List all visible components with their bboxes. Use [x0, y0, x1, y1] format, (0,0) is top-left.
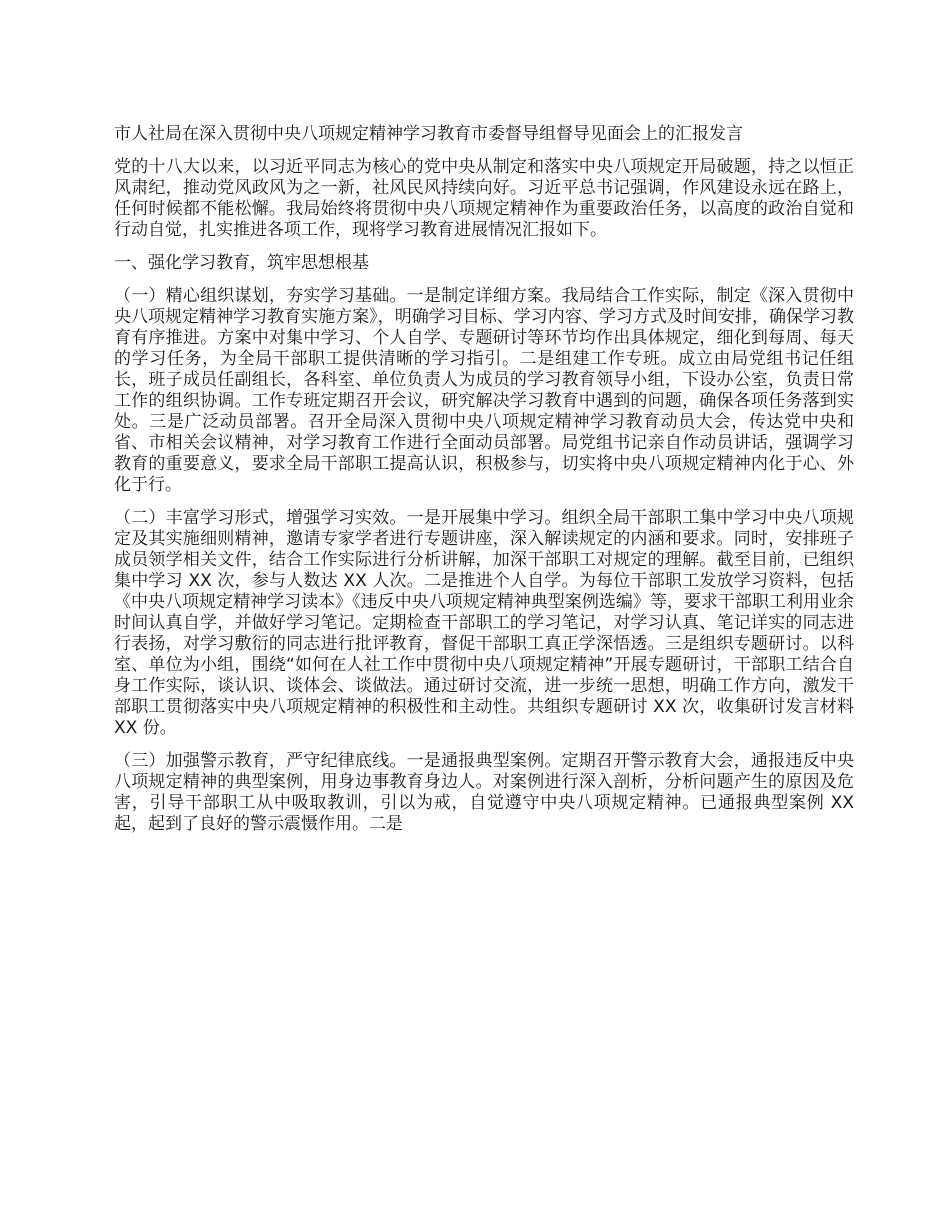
- paragraph-3: （三）加强警示教育，严守纪律底线。一是通报典型案例。定期召开警示教育大会，通报违反中央八项规定精神的典型案例，用身边事教育身边人。对案例进行深入剖析，分析问题产生的原因及危害，引导干部职工从中吸取教训，引以为戒，自觉遵守中央八项规定精神。已通报典型案例 XX 起，起到了良好的警示震慑作用。二是: [114, 751, 854, 834]
- intro-paragraph: 党的十八大以来，以习近平同志为核心的党中央从制定和落实中央八项规定开局破题，持之以恒正风肃纪，推动党风政风为之一新，社风民风持续向好。习近平总书记强调，作风建设永远在路上，任何时候都不能松懈。我局始终将贯彻中央八项规定精神作为重要政治任务，以高度的政治自觉和行动自觉，扎实推进各项工作，现将学习教育进展情况汇报如下。: [114, 157, 854, 240]
- paragraph-1: （一）精心组织谋划，夯实学习基础。一是制定详细方案。我局结合工作实际，制定《深入贯彻中央八项规定精神学习教育实施方案》，明确学习目标、学习内容、学习方式及时间安排，确保学习教育有序推进。方案中对集中学习、个人自学、专题研讨等环节均作出具体规定，细化到每周、每天的学习任务，为全局干部职工提供清晰的学习指引。二是组建工作专班。成立由局党组书记任组长，班子成员任副组长，各科室、单位负责人为成员的学习教育领导小组，下设办公室，负责日常工作的组织协调。工作专班定期召开会议，研究解决学习教育中遇到的问题，确保各项任务落到实处。三是广泛动员部署。召开全局深入贯彻中央八项规定精神学习教育动员大会，传达党中央和省、市相关会议精神，对学习教育工作进行全面动员部署。局党组书记亲自作动员讲话，强调学习教育的重要意义，要求全局干部职工提高认识，积极参与，切实将中央八项规定精神内化于心、外化于行。: [114, 286, 854, 495]
- document-title: 市人社局在深入贯彻中央八项规定精神学习教育市委督导组督导见面会上的汇报发言: [114, 124, 743, 144]
- paragraph-2: （二）丰富学习形式，增强学习实效。一是开展集中学习。组织全局干部职工集中学习中央八项规定及其实施细则精神，邀请专家学者进行专题讲座，深入解读规定的内涵和要求。同时，安排班子成员领学相关文件，结合工作实际进行分析讲解，加深干部职工对规定的理解。截至目前，已组织集中学习 XX 次，参与人数达 XX 人次。二是推进个人自学。为每位干部职工发放学习资料，包括《中央八项规定精神学习读本》《违反中央八项规定精神典型案例选编》等，要求干部职工利用业余时间认真自学，并做好学习笔记。定期检查干部职工的学习笔记，对学习认真、笔记详实的同志进行表扬，对学习敷衍的同志进行批评教育，督促干部职工真正学深悟透。三是组织专题研讨。以科室、单位为小组，围绕“如何在人社工作中贯彻中央八项规定精神”开展专题研讨，干部职工结合自身工作实际，谈认识、谈体会、谈做法。通过研讨交流，进一步统一思想，明确工作方向，激发干部职工贯彻落实中央八项规定精神的积极性和主动性。共组织专题研讨 XX 次，收集研讨发言材料 XX 份。: [114, 508, 854, 738]
- section-heading-1: 一、强化学习教育，筑牢思想根基: [114, 253, 369, 273]
- document-page: [114, 124, 854, 847]
